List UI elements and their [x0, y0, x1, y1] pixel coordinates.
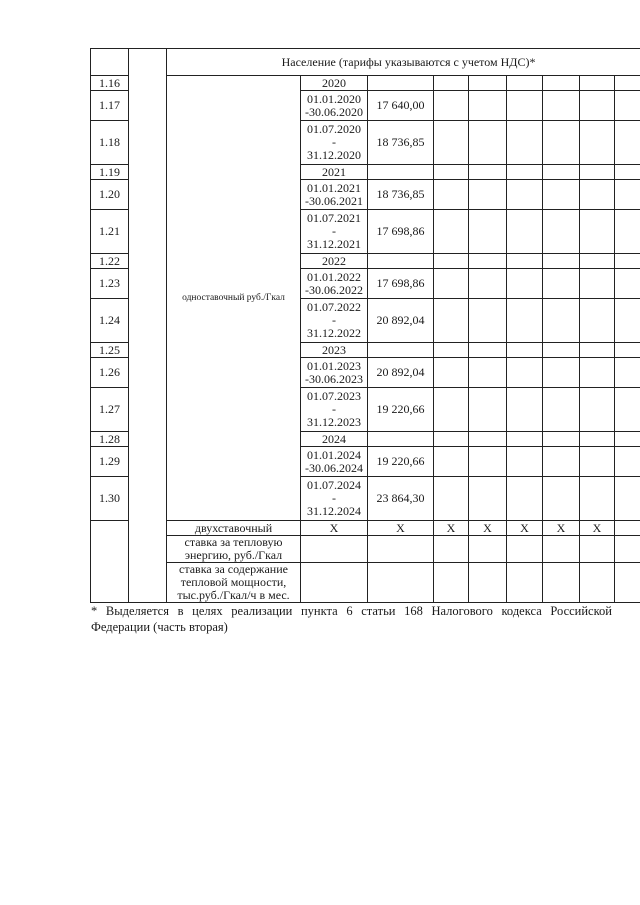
- empty-cell: [615, 91, 640, 121]
- tariff-value: 20 892,04: [368, 299, 434, 343]
- empty-cell: [434, 254, 469, 269]
- empty-cell: [507, 447, 543, 477]
- empty-cell: [507, 165, 543, 180]
- empty-cell: [434, 121, 469, 165]
- row-number: 1.30: [91, 477, 129, 521]
- empty-cell: [507, 254, 543, 269]
- empty-cell: [469, 269, 507, 299]
- empty-cell: [543, 477, 580, 521]
- tariff-value: 18 736,85: [368, 121, 434, 165]
- energy-rate-label: ставка за тепловую энергию, руб./Гкал: [167, 536, 301, 563]
- empty-cell: [580, 254, 615, 269]
- empty-cell: [543, 343, 580, 358]
- empty-cell: [543, 432, 580, 447]
- period-line: 31.12.2021: [307, 237, 361, 251]
- period-line: -30.06.2021: [305, 193, 363, 208]
- empty-cell: [615, 536, 640, 563]
- empty-cell: [469, 91, 507, 121]
- period-cell: [301, 358, 368, 388]
- period-line: 31.12.2022: [307, 326, 361, 340]
- empty-cell: [543, 563, 580, 603]
- empty-cell: [507, 91, 543, 121]
- empty-cell: [469, 76, 507, 91]
- period-line: 31.12.2020: [307, 148, 361, 162]
- empty-cell: [469, 254, 507, 269]
- header-blank-cell: [91, 49, 129, 76]
- row-number: 1.26: [91, 358, 129, 388]
- empty-cell: [580, 447, 615, 477]
- empty-cell: [507, 477, 543, 521]
- blank-column-cell: [129, 49, 167, 603]
- empty-cell: [434, 269, 469, 299]
- period-line: -30.06.2023: [305, 371, 363, 386]
- period-cell: [301, 91, 368, 121]
- empty-cell: [368, 563, 434, 603]
- row-number: 1.22: [91, 254, 129, 269]
- period-line: -: [332, 491, 336, 505]
- empty-cell: [580, 343, 615, 358]
- empty-cell: [580, 299, 615, 343]
- tariff-table-body: [91, 49, 640, 603]
- row-number: 1.20: [91, 180, 129, 210]
- empty-cell: [469, 165, 507, 180]
- empty-cell: [469, 432, 507, 447]
- period-line: 01.01.2022: [307, 269, 361, 284]
- empty-cell: [580, 165, 615, 180]
- empty-cell: [615, 254, 640, 269]
- empty-cell: [507, 432, 543, 447]
- empty-cell: [507, 343, 543, 358]
- period-line: 31.12.2023: [307, 415, 361, 429]
- period-line: 01.07.2022: [307, 300, 361, 314]
- table-row: [91, 76, 640, 91]
- row-number: 1.18: [91, 121, 129, 165]
- empty-cell: [469, 358, 507, 388]
- period-line: -: [332, 313, 336, 327]
- period-line: 01.01.2021: [307, 180, 361, 195]
- empty-cell: [434, 343, 469, 358]
- x-mark: X: [580, 521, 615, 536]
- empty-cell: [434, 388, 469, 432]
- empty-cell: [543, 447, 580, 477]
- period-line: -30.06.2022: [305, 282, 363, 297]
- empty-cell: [615, 432, 640, 447]
- empty-cell: [434, 180, 469, 210]
- empty-cell: [543, 299, 580, 343]
- period-line: 01.01.2024: [307, 447, 361, 462]
- period-line: -30.06.2024: [305, 460, 363, 475]
- empty-cell: [580, 432, 615, 447]
- period-cell: [301, 180, 368, 210]
- x-mark: X: [543, 521, 580, 536]
- empty-cell: [469, 343, 507, 358]
- row-number: 1.16: [91, 76, 129, 91]
- empty-cell: [434, 447, 469, 477]
- empty-cell: [615, 477, 640, 521]
- period-cell: [301, 388, 368, 432]
- period-line: 31.12.2024: [307, 504, 361, 518]
- empty-cell: [434, 91, 469, 121]
- empty-cell: [615, 299, 640, 343]
- footnote: * Выделяется в целях реализации пункта 6 статьи 168 Налогового кодекса Российской Федерации (часть вторая): [91, 604, 612, 634]
- row-number: 1.24: [91, 299, 129, 343]
- empty-cell: [543, 388, 580, 432]
- tariff-value: 18 736,85: [368, 180, 434, 210]
- empty-cell: [543, 358, 580, 388]
- empty-cell: [615, 180, 640, 210]
- empty-cell: [615, 563, 640, 603]
- tariff-value: 17 640,00: [368, 91, 434, 121]
- row-number: 1.21: [91, 210, 129, 254]
- one-part-group-label: одноставочный руб./Гкал: [167, 76, 301, 521]
- period-line: 01.01.2023: [307, 358, 361, 373]
- tariff-value: 17 698,86: [368, 210, 434, 254]
- empty-cell: [615, 269, 640, 299]
- empty-cell: [580, 477, 615, 521]
- empty-cell: [543, 254, 580, 269]
- period-cell: [301, 447, 368, 477]
- row-number: 1.28: [91, 432, 129, 447]
- empty-cell: [543, 536, 580, 563]
- empty-cell: [543, 76, 580, 91]
- empty-cell: [469, 447, 507, 477]
- x-mark: X: [368, 521, 434, 536]
- empty-cell: [507, 269, 543, 299]
- empty-cell: [580, 388, 615, 432]
- empty-cell: [507, 121, 543, 165]
- tariff-value: 23 864,30: [368, 477, 434, 521]
- empty-cell: [368, 432, 434, 447]
- empty-cell: [434, 165, 469, 180]
- period-cell: [301, 477, 368, 521]
- empty-cell: [434, 210, 469, 254]
- empty-cell: [507, 76, 543, 91]
- period-line: 01.07.2021: [307, 211, 361, 225]
- empty-cell: [615, 358, 640, 388]
- empty-cell: [580, 76, 615, 91]
- x-mark: X: [434, 521, 469, 536]
- row-number: 1.29: [91, 447, 129, 477]
- empty-cell: [469, 563, 507, 603]
- empty-cell: [580, 536, 615, 563]
- empty-cell: [507, 536, 543, 563]
- empty-cell: [469, 388, 507, 432]
- empty-cell: [543, 180, 580, 210]
- x-mark: X: [301, 521, 368, 536]
- empty-cell: [615, 447, 640, 477]
- empty-cell: [580, 91, 615, 121]
- empty-cell: [469, 536, 507, 563]
- year-cell: 2020: [301, 76, 368, 91]
- empty-cell: [368, 343, 434, 358]
- period-cell: [301, 299, 368, 343]
- empty-cell: [469, 121, 507, 165]
- period-line: 01.07.2020: [307, 122, 361, 136]
- period-line: 01.01.2020: [307, 91, 361, 106]
- row-number: 1.27: [91, 388, 129, 432]
- empty-cell: [434, 358, 469, 388]
- empty-cell: [615, 388, 640, 432]
- empty-cell: [543, 121, 580, 165]
- empty-cell: [543, 269, 580, 299]
- x-mark: X: [507, 521, 543, 536]
- period-line: -: [332, 135, 336, 149]
- two-part-subrow: [91, 563, 640, 603]
- period-line: -: [332, 224, 336, 238]
- empty-cell: [507, 388, 543, 432]
- empty-cell: [543, 210, 580, 254]
- empty-cell: [580, 563, 615, 603]
- empty-cell: [543, 165, 580, 180]
- tariff-value: 19 220,66: [368, 388, 434, 432]
- empty-cell: [615, 121, 640, 165]
- period-cell: [301, 210, 368, 254]
- empty-cell: [301, 563, 368, 603]
- row-number: 1.17: [91, 91, 129, 121]
- empty-cell: [507, 210, 543, 254]
- empty-cell: [507, 563, 543, 603]
- empty-cell: [580, 269, 615, 299]
- empty-cell: [434, 477, 469, 521]
- period-cell: [301, 121, 368, 165]
- empty-cell: [469, 210, 507, 254]
- empty-cell: [580, 121, 615, 165]
- period-cell: [301, 269, 368, 299]
- empty-cell: [434, 563, 469, 603]
- empty-cell: [368, 254, 434, 269]
- empty-cell: [615, 343, 640, 358]
- capacity-rate-label: ставка за содержание тепловой мощности, тыс.руб./Гкал/ч в мес.: [167, 563, 301, 603]
- row-number: 1.23: [91, 269, 129, 299]
- row-number: 1.19: [91, 165, 129, 180]
- empty-cell: [434, 536, 469, 563]
- period-line: -: [332, 402, 336, 416]
- empty-cell: [543, 91, 580, 121]
- empty-cell: [507, 299, 543, 343]
- empty-cell: [368, 165, 434, 180]
- empty-cell: [434, 299, 469, 343]
- tariff-value: 19 220,66: [368, 447, 434, 477]
- empty-cell: [615, 521, 640, 536]
- period-line: 01.07.2024: [307, 478, 361, 492]
- empty-cell: [434, 432, 469, 447]
- period-line: 01.07.2023: [307, 389, 361, 403]
- group-header: Население (тарифы указываются с учетом НДС)*: [167, 49, 640, 76]
- tariff-table: [90, 48, 640, 603]
- year-cell: 2024: [301, 432, 368, 447]
- empty-cell: [580, 210, 615, 254]
- tariff-value: 20 892,04: [368, 358, 434, 388]
- empty-cell: [91, 521, 129, 603]
- tariff-value: 17 698,86: [368, 269, 434, 299]
- x-mark: X: [469, 521, 507, 536]
- empty-cell: [469, 477, 507, 521]
- period-line: -30.06.2020: [305, 104, 363, 119]
- empty-cell: [368, 536, 434, 563]
- year-cell: 2022: [301, 254, 368, 269]
- empty-cell: [368, 76, 434, 91]
- two-part-subrow: [91, 536, 640, 563]
- empty-cell: [469, 299, 507, 343]
- empty-cell: [507, 358, 543, 388]
- empty-cell: [434, 76, 469, 91]
- header-row: [91, 49, 640, 76]
- two-part-label: двухставочный: [167, 521, 301, 536]
- two-part-row: [91, 521, 640, 536]
- empty-cell: [615, 76, 640, 91]
- row-number: 1.25: [91, 343, 129, 358]
- empty-cell: [615, 210, 640, 254]
- empty-cell: [301, 536, 368, 563]
- empty-cell: [615, 165, 640, 180]
- year-cell: 2023: [301, 343, 368, 358]
- empty-cell: [580, 180, 615, 210]
- empty-cell: [580, 358, 615, 388]
- empty-cell: [507, 180, 543, 210]
- empty-cell: [469, 180, 507, 210]
- year-cell: 2021: [301, 165, 368, 180]
